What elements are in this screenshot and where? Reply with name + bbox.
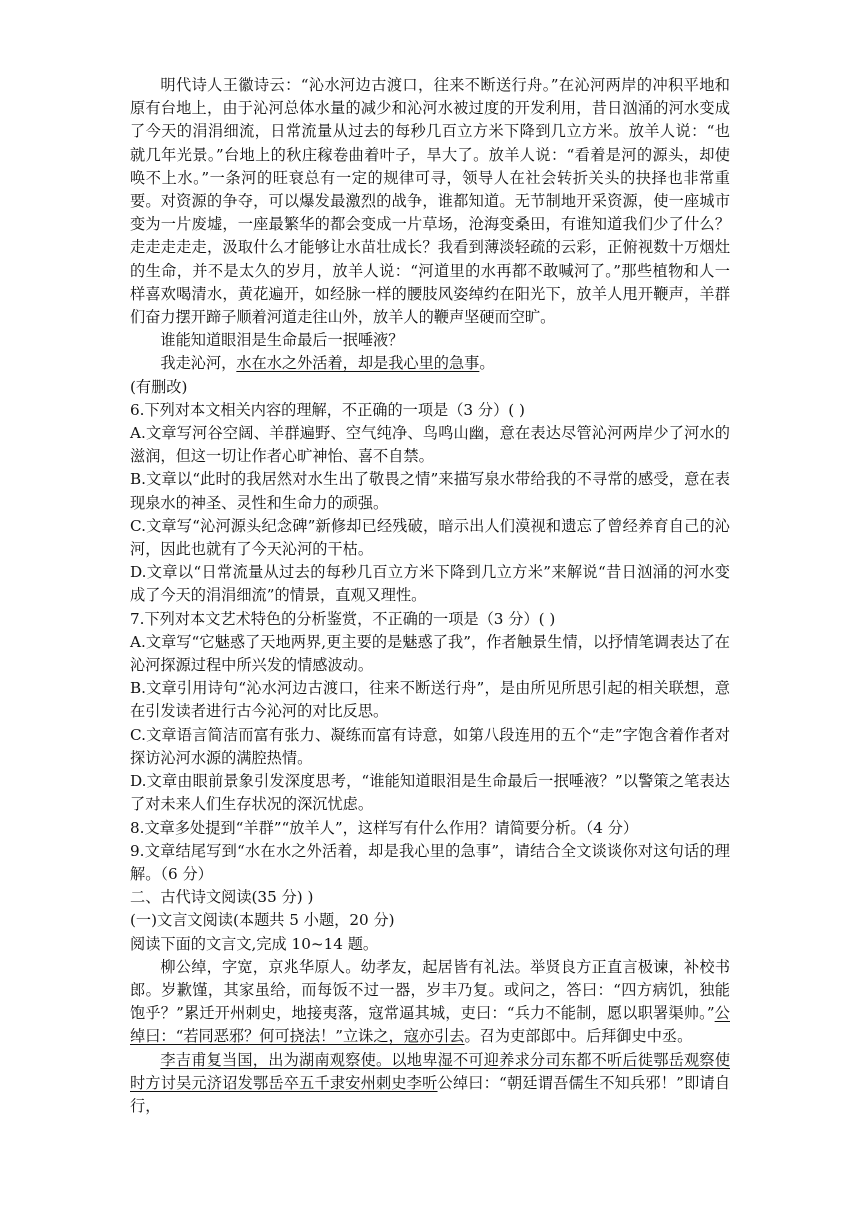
option-7a: A.文章写“它魅惑了天地两界,更主要的是魅惑了我”，作者触景生情，以抒情笔调表达了在沁河探源过程中所兴发的情感波动。 — [130, 632, 730, 675]
classical-paragraph — [130, 956, 730, 1049]
edit-note: (有删改) — [130, 377, 188, 396]
subsection-heading: (一)文言文阅读(本题共 5 小题，20 分) — [130, 911, 395, 930]
option-6d: D.文章以“日常流量从过去的每秒几百立方米下降到几立方米”来解说“昔日汹涌的河水变成了今天的涓涓细流”的情景，直观又理性。 — [130, 563, 730, 605]
section-heading: 二、古代诗文阅读(35 分) ) — [130, 888, 314, 907]
question-8: 8.文章多处提到“羊群”“放羊人”，这样写有什么作用？请简要分析。（4 分） — [130, 818, 639, 837]
classical-text: 。召为吏部郎中。后拜御史中丞。 — [464, 1027, 693, 1046]
document-page — [130, 74, 730, 1118]
option-6b: B.文章以“此时的我居然对水生出了敬畏之情”来描写泉水带给我的不寻常的感受，意在表现泉水的神圣、灵性和生命力的顽强。 — [130, 470, 730, 512]
underlined-sentence: 公绰曰：“若同恶邪？何可挠法！”立诛之，寇亦引去 — [130, 1004, 730, 1046]
closing-text: 我走沁河， — [160, 354, 237, 373]
option-7d: D.文章由眼前景象引发深度思考，“谁能知道眼泪是生命最后一抿唾液？”以警策之笔表达了对未来人们生存状况的深沉忧虑。 — [130, 772, 730, 814]
passage-paragraph: 明代诗人王徽诗云：“沁水河边古渡口，往来不断送行舟。”在沁河两岸的冲积平地和原有台地上，由于沁河总体水量的减少和沁河水被过度的开发利用，昔日汹涌的河水变成了今天的涓涓细流，日常流量从过去的每秒几百立方米下降到几立方米。放羊人说：“也就几年光景。”台地上的秋庄稼卷曲着叶子，旱大了。放羊人说：“看着是河的源头，却使唤不上水。”一条河的旺衰总有一定的规律可寻，领导人在社会转折关头的抉择也非常重要。对资源的争夺，可以爆发最激烈的战争，谁都知道。无节制地开采资源，使一座城市变为一片废墟，一座最繁华的都会变成一片草场，沧海变桑田，有谁知道我们少了什么？走走走走走，汲取什么才能够让水苗壮成长？我看到薄淡轻疏的云彩，正俯视数十万烟灶的生命，并不是太久的岁月，放羊人说：“河道里的水再都不敢喊河了。”那些植物和人一样喜欢喝清水，黄花遍开，如经脉一样的腰肢风姿绰约在阳光下，放羊人甩开鞭声，羊群们奋力摆开蹄子顺着河道走往山外，放羊人的鞭声坚硬而空旷。 — [130, 76, 730, 327]
option-7b: B.文章引用诗句“沁水河边古渡口，往来不断送行舟”，是由所见所思引起的相关联想，意在引发读者进行古今沁河的对比反思。 — [130, 679, 730, 721]
passage-closing-line — [130, 352, 730, 375]
classical-text: 公绰曰：“朝廷谓吾儒生不知兵邪！”即请自行， — [130, 1073, 731, 1115]
classical-text: 柳公绰，字宽，京兆华原人。幼孝友，起居皆有礼法。举贤良方正直言极谏，补校书郎。岁歉馑，其家虽给，而每饭不过一器，岁丰乃复。或问之，答曰：“四方病饥，独能饱乎？”累迁开州刺史，地接夷落，寇常逼其城，吏曰：“兵力不能制，愿以职署渠帅。” — [130, 957, 730, 1023]
question-9: 9.文章结尾写到“水在水之外活着，却是我心里的急事”，请结合全文谈谈你对这句话的理解。（6 分） — [130, 841, 730, 883]
question-7: 7.下列对本文艺术特色的分析鉴赏，不正确的一项是（3 分）( ) — [130, 609, 556, 628]
underlined-sentence: 水在水之外活着，却是我心里的急事 — [236, 354, 480, 373]
reading-instruction: 阅读下面的文言文,完成 10~14 题。 — [130, 934, 379, 953]
closing-punct: 。 — [479, 354, 495, 373]
classical-paragraph — [130, 1049, 730, 1119]
passage-paragraph: 谁能知道眼泪是生命最后一抿唾液？ — [160, 331, 404, 350]
option-7c: C.文章语言简洁而富有张力、凝练而富有诗意，如第八段连用的五个“走”字饱含着作者对探访沁河水源的满腔热情。 — [130, 725, 730, 767]
option-6a: A.文章写河谷空阔、羊群遍野、空气纯净、鸟鸣山幽，意在表达尽管沁河两岸少了河水的滋润，但这一切让作者心旷神怡、喜不自禁。 — [130, 424, 730, 466]
underlined-sentence: 李吉甫复当国，出为湖南观察使。以地卑湿不可迎养求分司东都不听后徙鄂岳观察使时方讨吴元济诏发鄂岳卒五千隶安州刺史李听 — [130, 1050, 730, 1092]
question-6: 6.下列对本文相关内容的理解，不正确的一项是（3 分）( ) — [130, 400, 525, 419]
option-6c: C.文章写“沁河源头纪念碑”新修却已经残破，暗示出人们漠视和遗忘了曾经养育自己的沁河，因此也就有了今天沁河的干枯。 — [130, 516, 730, 559]
